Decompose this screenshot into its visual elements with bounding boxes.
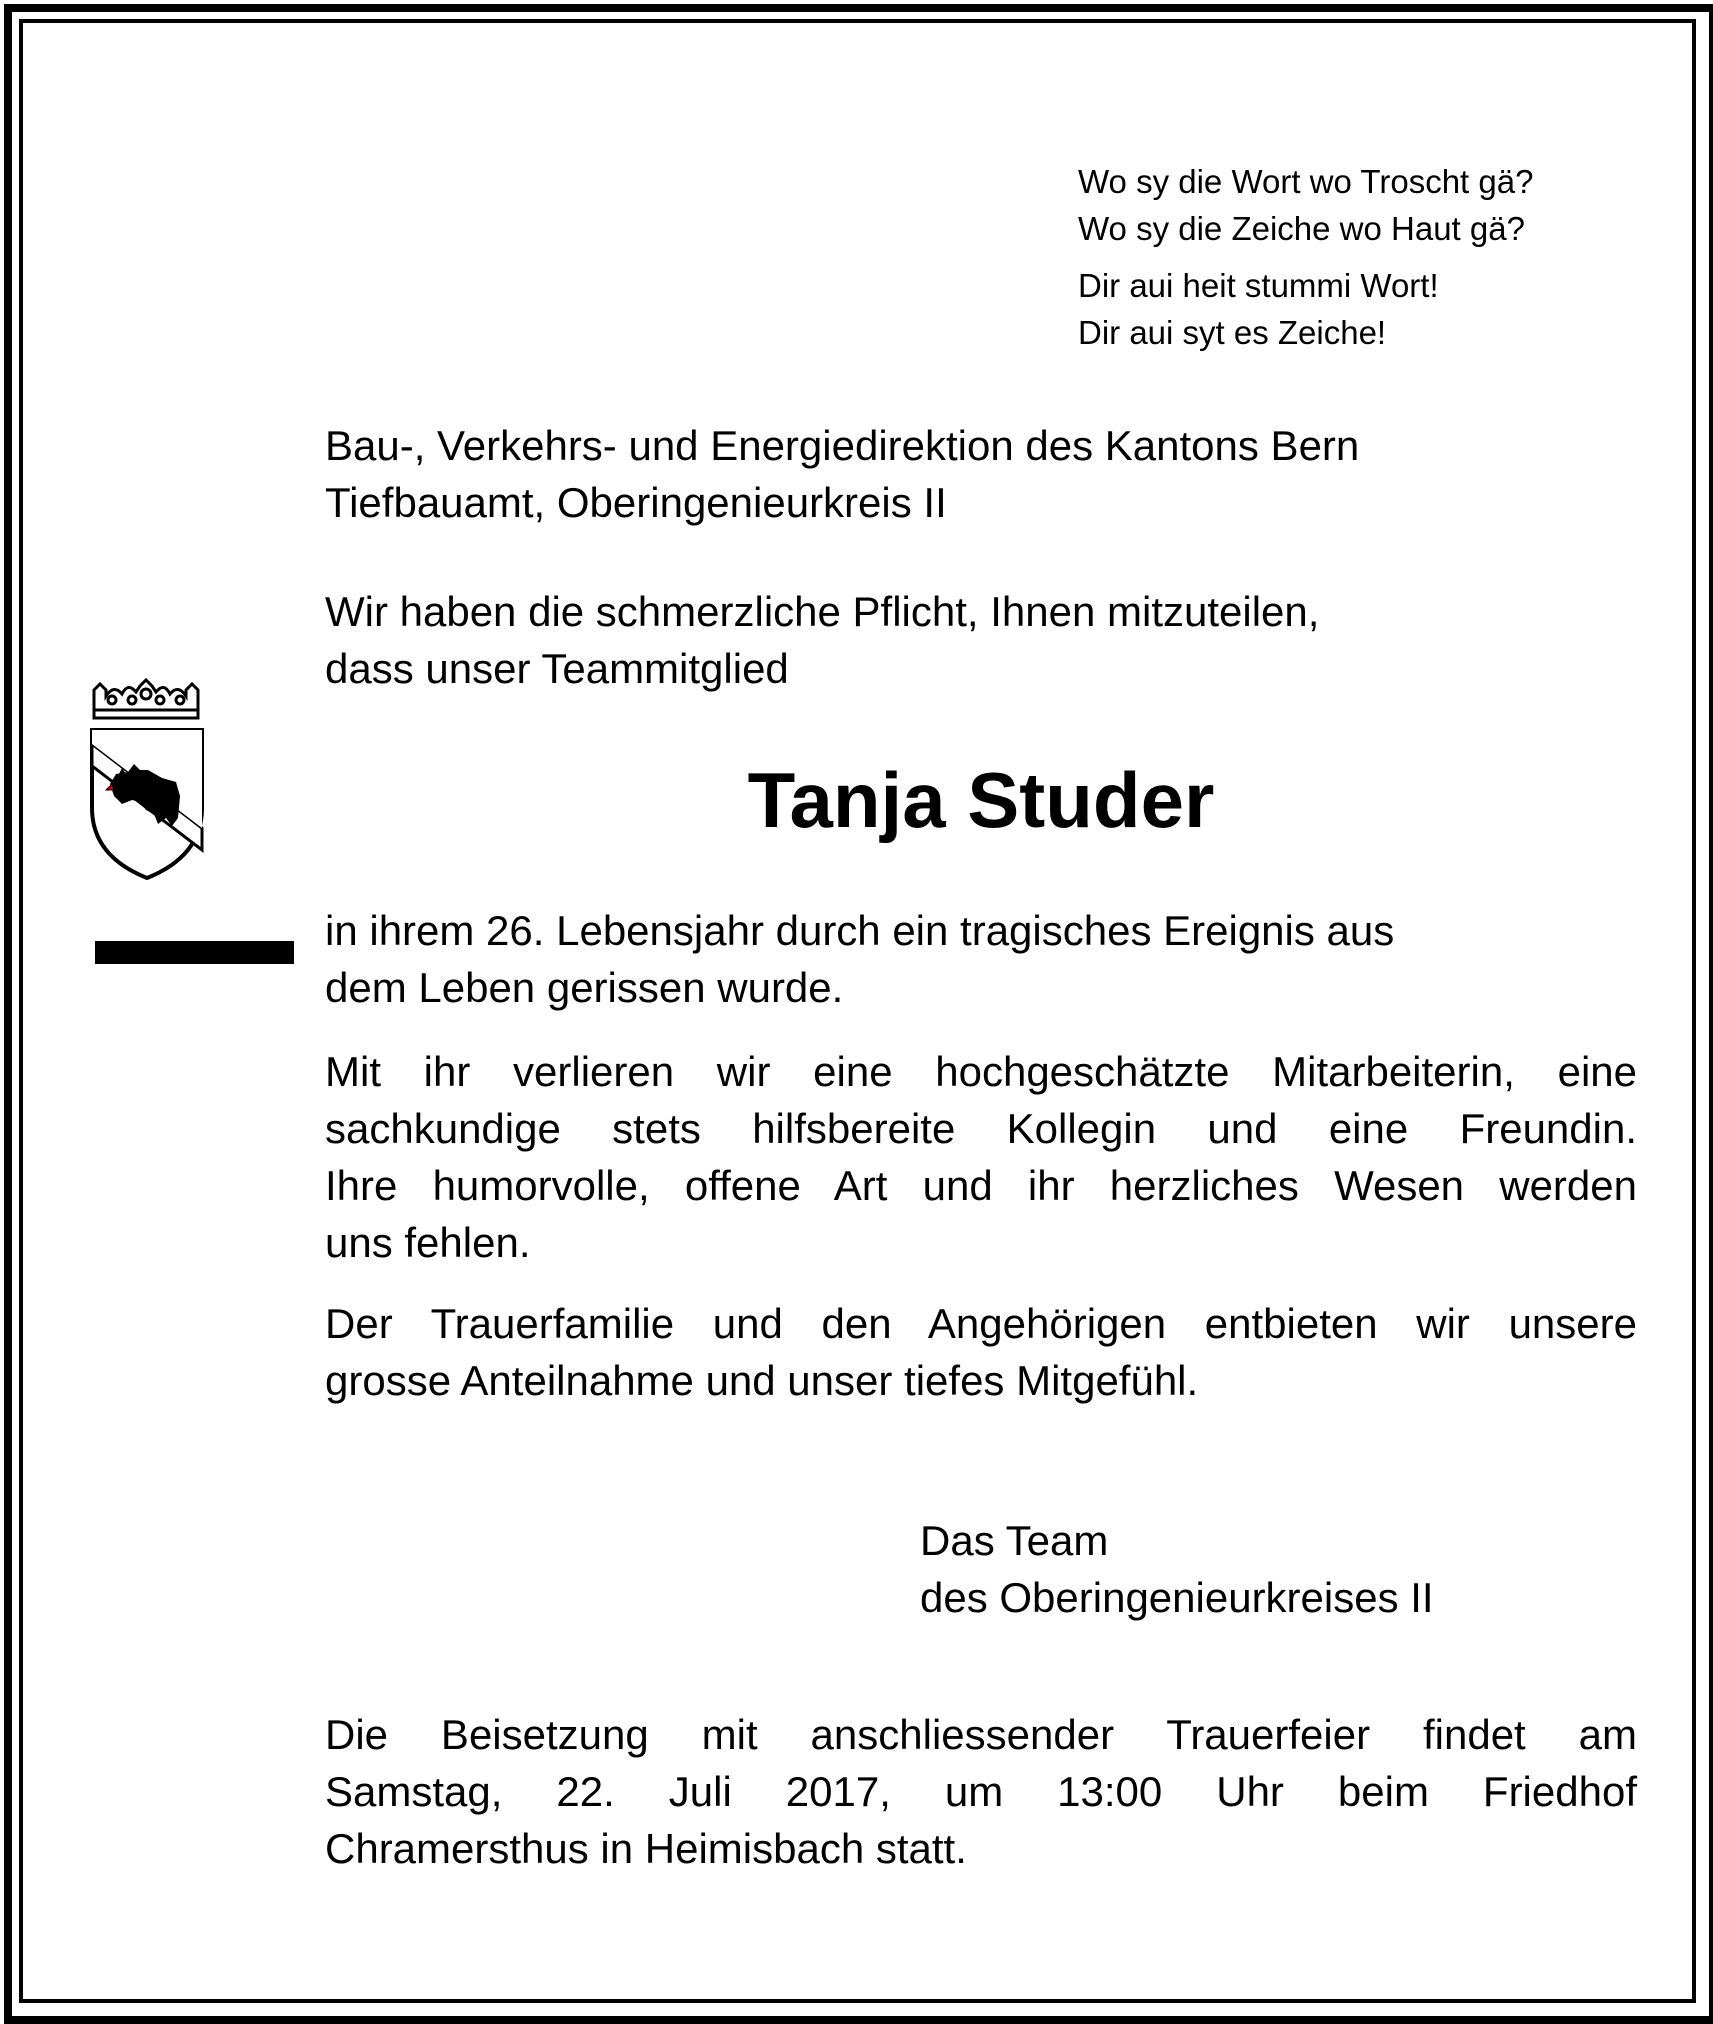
- verse-line: Wo sy die Zeiche wo Haut gä?: [1078, 210, 1525, 247]
- verse: [1078, 158, 1533, 356]
- tribute-line: uns fehlen.: [325, 1219, 531, 1266]
- organization: [325, 417, 1637, 531]
- verse-stanza-1: [1078, 158, 1533, 252]
- signature-line: des Oberingenieurkreises II: [920, 1574, 1434, 1621]
- bern-coat-of-arms-icon: [88, 678, 218, 888]
- funeral-line: Samstag, 22. Juli 2017, um 13:00 Uhr beim Friedhof: [325, 1768, 1637, 1815]
- condolence-line: grosse Anteilnahme und unser tiefes Mitgefühl.: [325, 1357, 1199, 1404]
- tribute-line: sachkundige stets hilfsbereite Kollegin und eine Freundin.: [325, 1105, 1637, 1152]
- deceased-name: Tanja Studer: [747, 756, 1215, 844]
- organization-line: Tiefbauamt, Oberingenieurkreis II: [325, 479, 947, 526]
- intro-line: dass unser Teammitglied: [325, 645, 789, 692]
- funeral-line: Die Beisetzung mit anschliessender Trauerfeier findet am: [325, 1711, 1637, 1758]
- intro-line: Wir haben die schmerzliche Pflicht, Ihnen mitzuteilen,: [325, 588, 1320, 635]
- intro-text: [325, 583, 1637, 697]
- tribute-text: [325, 1043, 1637, 1271]
- mourning-bar: [95, 941, 294, 964]
- age-text: [325, 902, 1637, 1016]
- verse-line: Dir aui syt es Zeiche!: [1078, 314, 1387, 351]
- funeral-line: Chramersthus in Heimisbach statt.: [325, 1825, 967, 1872]
- tribute-line: Mit ihr verlieren wir eine hochgeschätzte Mitarbeiterin, eine: [325, 1048, 1637, 1095]
- age-line: in ihrem 26. Lebensjahr durch ein tragisches Ereignis aus: [325, 907, 1395, 954]
- organization-line: Bau-, Verkehrs- und Energiedirektion des Kantons Bern: [325, 422, 1360, 469]
- verse-line: Wo sy die Wort wo Troscht gä?: [1078, 163, 1534, 200]
- funeral-notice: [325, 1706, 1637, 1877]
- tribute-line: Ihre humorvolle, offene Art und ihr herzliches Wesen werden: [325, 1162, 1637, 1209]
- condolence-line: Der Trauerfamilie und den Angehörigen entbieten wir unsere: [325, 1300, 1637, 1347]
- signature-line: Das Team: [920, 1517, 1109, 1564]
- condolence-text: [325, 1295, 1637, 1409]
- verse-line: Dir aui heit stummi Wort!: [1078, 267, 1439, 304]
- age-line: dem Leben gerissen wurde.: [325, 964, 844, 1011]
- signature: [920, 1512, 1434, 1626]
- verse-stanza-2: [1078, 262, 1533, 356]
